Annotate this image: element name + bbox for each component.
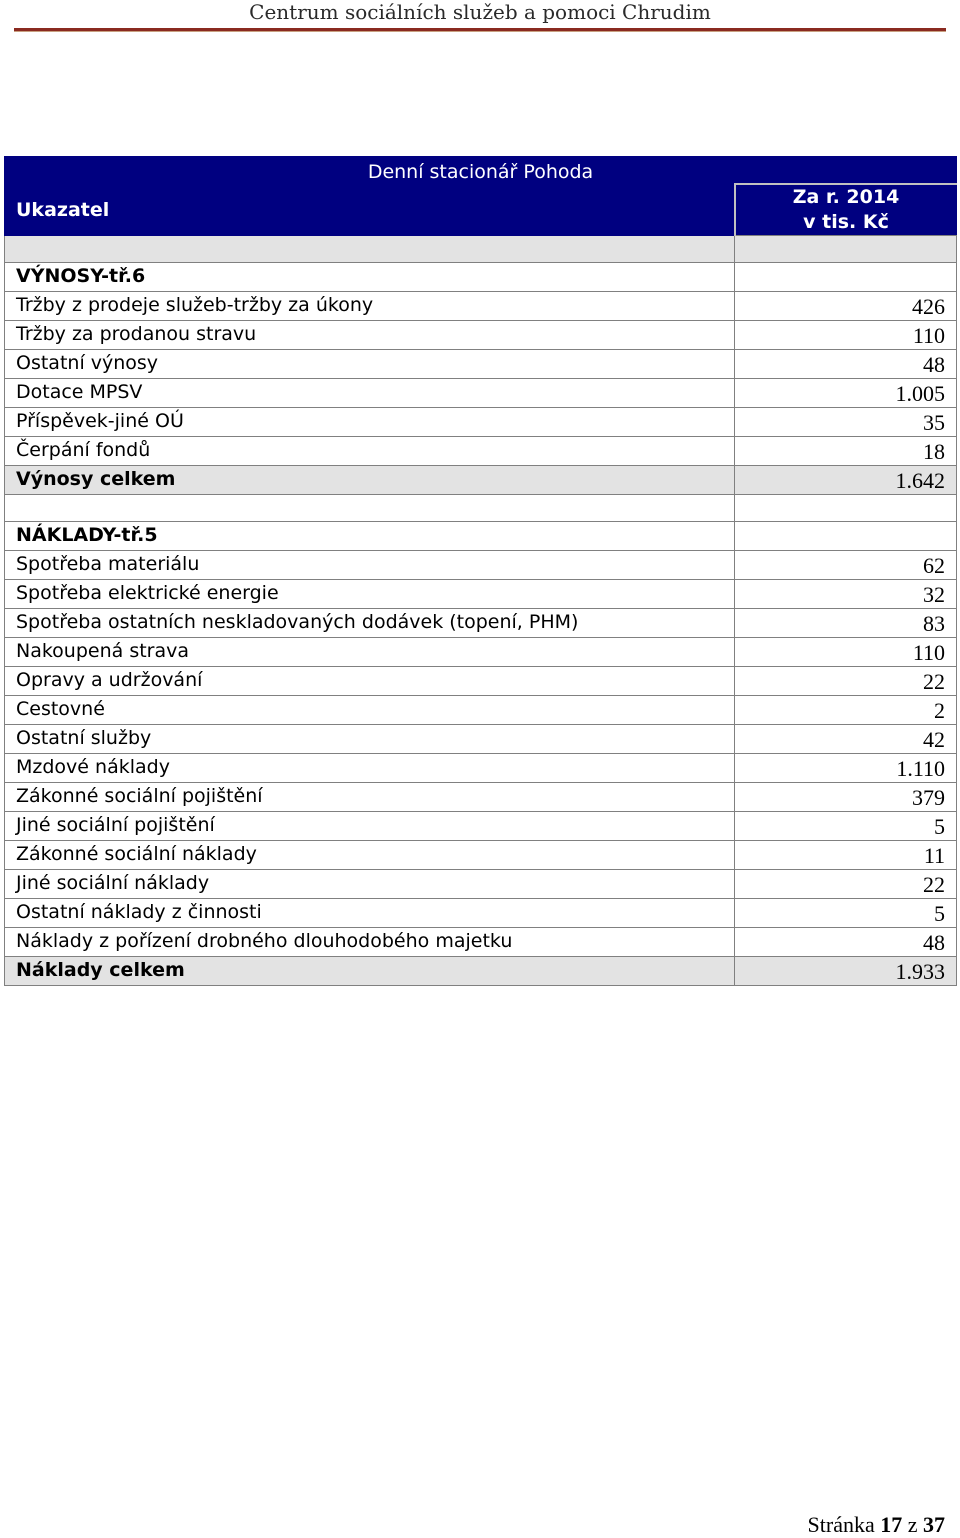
table-title: Denní stacionář Pohoda [5, 157, 957, 185]
spacer-row-value [735, 495, 957, 522]
cost-row-value: 42 [735, 725, 957, 754]
cost-row [5, 667, 957, 696]
cost-row-label: Spotřeba materiálu [5, 551, 735, 580]
revenue-row-label: Příspěvek-jiné OÚ [5, 408, 735, 437]
revenue-total-row-value: 1.642 [735, 466, 957, 495]
cost-row-label: Spotřeba ostatních neskladovaných dodávek (topení, PHM) [5, 609, 735, 638]
column-header-ukazatel: Ukazatel [5, 184, 735, 236]
cost-row-label: Ostatní služby [5, 725, 735, 754]
revenue-row-value: 35 [735, 408, 957, 437]
cost-row [5, 638, 957, 667]
cost-row [5, 696, 957, 725]
revenue-row-label: Ostatní výnosy [5, 350, 735, 379]
cost-total-row-value: 1.933 [735, 957, 957, 986]
cost-row [5, 754, 957, 783]
section-heading-row [5, 263, 957, 292]
revenue-row [5, 292, 957, 321]
cost-row [5, 870, 957, 899]
cost-row-value: 2 [735, 696, 957, 725]
revenue-row-label: Čerpání fondů [5, 437, 735, 466]
cost-total-row [5, 957, 957, 986]
cost-row [5, 725, 957, 754]
cost-row [5, 841, 957, 870]
cost-row-value: 48 [735, 928, 957, 957]
cost-row-value: 83 [735, 609, 957, 638]
period-year: Za r. 2014 [792, 186, 900, 208]
revenue-row [5, 437, 957, 466]
cost-row-label: Cestovné [5, 696, 735, 725]
cost-row [5, 551, 957, 580]
cost-row-label: Náklady z pořízení drobného dlouhodobého majetku [5, 928, 735, 957]
revenue-row [5, 321, 957, 350]
cost-row-value: 379 [735, 783, 957, 812]
cost-row-value: 5 [735, 899, 957, 928]
revenue-row-value: 18 [735, 437, 957, 466]
cost-heading-row-label: NÁKLADY-tř.5 [5, 522, 735, 551]
cost-row-label: Jiné sociální náklady [5, 870, 735, 899]
cost-row-value: 11 [735, 841, 957, 870]
spacer-row-label [5, 495, 735, 522]
header-divider [14, 28, 946, 32]
revenue-row-label: Tržby za prodanou stravu [5, 321, 735, 350]
revenue-row [5, 350, 957, 379]
cost-heading-row-value [735, 522, 957, 551]
cost-row-label: Spotřeba elektrické energie [5, 580, 735, 609]
page-header-title: Centrum sociálních služeb a pomoci Chrudim [249, 0, 711, 24]
cost-row [5, 609, 957, 638]
cost-row [5, 580, 957, 609]
revenue-row [5, 408, 957, 437]
cost-row-value: 110 [735, 638, 957, 667]
footer-page-number: 17 [880, 1512, 903, 1537]
revenue-row-value: 110 [735, 321, 957, 350]
revenue-total-row-label: Výnosy celkem [5, 466, 735, 495]
revenue-row-value: 1.005 [735, 379, 957, 408]
revenue-row-label: Dotace MPSV [5, 379, 735, 408]
financial-table [4, 156, 957, 986]
footer-prefix: Stránka [807, 1512, 875, 1537]
cost-row [5, 928, 957, 957]
revenue-total-row [5, 466, 957, 495]
revenue-row-value: 426 [735, 292, 957, 321]
cost-row-value: 5 [735, 812, 957, 841]
cost-row [5, 783, 957, 812]
cost-row-label: Jiné sociální pojištění [5, 812, 735, 841]
cost-row [5, 899, 957, 928]
cost-row-label: Nakoupená strava [5, 638, 735, 667]
cost-heading-row [5, 522, 957, 551]
cost-row [5, 812, 957, 841]
cost-row-value: 22 [735, 667, 957, 696]
period-unit: v tis. Kč [803, 211, 889, 233]
revenue-row-value: 48 [735, 350, 957, 379]
cost-row-value: 1.110 [735, 754, 957, 783]
cost-row-label: Ostatní náklady z činnosti [5, 899, 735, 928]
cost-row-value: 22 [735, 870, 957, 899]
revenue-heading: VÝNOSY-tř.6 [5, 263, 735, 292]
cost-row-value: 32 [735, 580, 957, 609]
cost-row-label: Opravy a udržování [5, 667, 735, 696]
revenue-row [5, 379, 957, 408]
spacer-row [5, 236, 957, 263]
footer-separator: z [907, 1512, 918, 1537]
spacer-row [5, 495, 957, 522]
page-footer [808, 1512, 945, 1538]
footer-total-pages: 37 [923, 1512, 945, 1537]
cost-row-label: Zákonné sociální náklady [5, 841, 735, 870]
column-header-period [735, 184, 957, 236]
cost-row-label: Mzdové náklady [5, 754, 735, 783]
cost-total-row-label: Náklady celkem [5, 957, 735, 986]
revenue-row-label: Tržby z prodeje služeb-tržby za úkony [5, 292, 735, 321]
cost-row-label: Zákonné sociální pojištění [5, 783, 735, 812]
cost-row-value: 62 [735, 551, 957, 580]
